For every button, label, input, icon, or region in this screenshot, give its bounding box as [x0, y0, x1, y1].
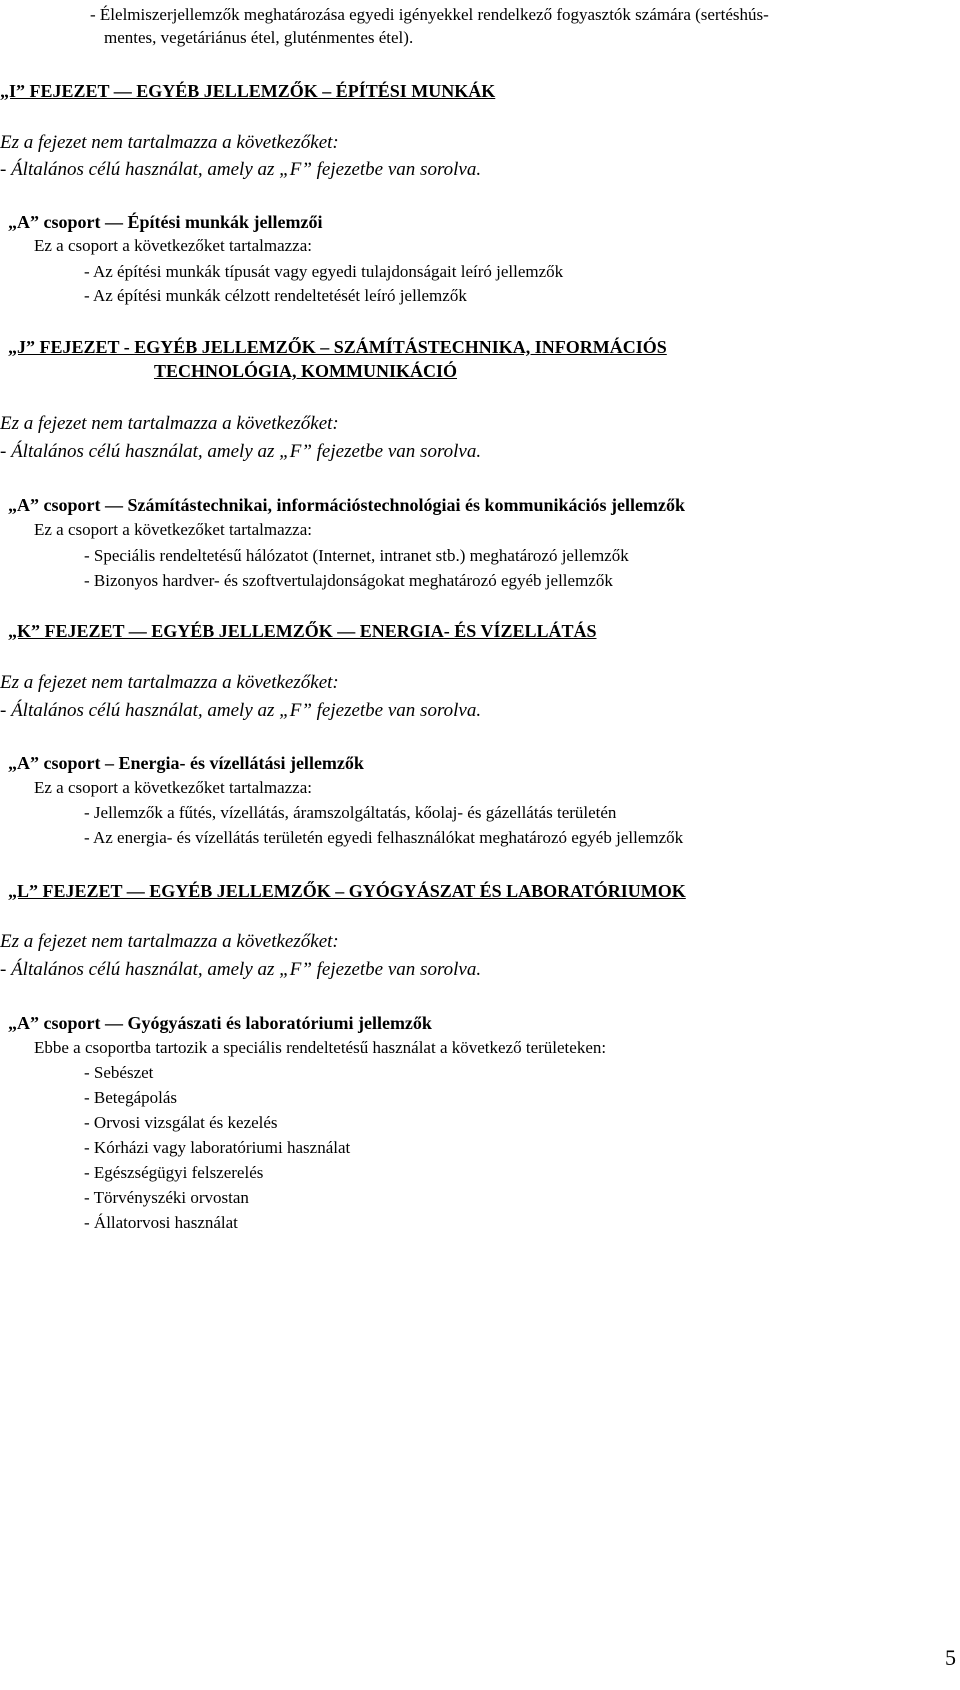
page-number: 5 — [945, 1645, 956, 1670]
chapter-j-item: - Speciális rendeltetésű hálózatot (Internet, intranet stb.) meghatározó jellemzők — [84, 546, 629, 565]
chapter-k-group-title: „A” csoport – Energia- és vízellátási jellemzők — [8, 753, 364, 773]
chapter-i-exclusion-intro: Ez a fejezet nem tartalmazza a következőket: — [0, 132, 339, 153]
chapter-l-exclusion-intro: Ez a fejezet nem tartalmazza a következőket: — [0, 931, 339, 952]
chapter-k-title: „K” FEJEZET — EGYÉB JELLEMZŐK — ENERGIA- ÉS VÍZELLÁTÁS — [8, 621, 597, 641]
chapter-l-item: - Kórházi vagy laboratóriumi használat — [84, 1138, 351, 1157]
chapter-j-exclusion-item: - Általános célú használat, amely az „F” fejezetbe van sorolva. — [0, 441, 482, 462]
chapter-l-item: - Betegápolás — [84, 1088, 177, 1107]
chapter-j-title-line-2: TECHNOLÓGIA, KOMMUNIKÁCIÓ — [154, 361, 458, 381]
chapter-i-title: „I” FEJEZET — EGYÉB JELLEMZŐK – ÉPÍTÉSI MUNKÁK — [0, 81, 496, 101]
chapter-k-item: - Az energia- és vízellátás területén egyedi felhasználókat meghatározó egyéb jellemzők — [84, 828, 684, 847]
chapter-i-group-intro: Ez a csoport a következőket tartalmazza: — [34, 236, 312, 255]
chapter-i-group-title: „A” csoport — Építési munkák jellemzői — [8, 212, 323, 232]
chapter-l-item: - Állatorvosi használat — [84, 1213, 238, 1232]
chapter-k-exclusion-item: - Általános célú használat, amely az „F” fejezetbe van sorolva. — [0, 700, 482, 721]
chapter-l-group-title: „A” csoport — Gyógyászati és laboratóriumi jellemzők — [8, 1013, 432, 1033]
chapter-k-group-intro: Ez a csoport a következőket tartalmazza: — [34, 778, 312, 797]
chapter-i-item: - Az építési munkák célzott rendeltetését leíró jellemzők — [84, 286, 467, 305]
chapter-l-item: - Törvényszéki orvostan — [84, 1188, 249, 1207]
intro-line-1: - Élelmiszerjellemzők meghatározása egyedi igényekkel rendelkező fogyasztók számára (sertéshús- — [90, 5, 769, 24]
chapter-l-exclusion-item: - Általános célú használat, amely az „F” fejezetbe van sorolva. — [0, 959, 482, 980]
chapter-l-title: „L” FEJEZET — EGYÉB JELLEMZŐK – GYÓGYÁSZAT ÉS LABORATÓRIUMOK — [8, 881, 686, 901]
chapter-j-exclusion-intro: Ez a fejezet nem tartalmazza a következőket: — [0, 413, 339, 434]
chapter-k-exclusion-intro: Ez a fejezet nem tartalmazza a következőket: — [0, 672, 339, 693]
chapter-l-item: - Sebészet — [84, 1063, 154, 1082]
intro-line-2: mentes, vegetáriánus étel, gluténmentes étel). — [104, 28, 414, 47]
chapter-j-group-intro: Ez a csoport a következőket tartalmazza: — [34, 520, 312, 539]
chapter-j-item: - Bizonyos hardver- és szoftvertulajdonságokat meghatározó egyéb jellemzők — [84, 571, 613, 590]
chapter-j-title-line-1: „J” FEJEZET - EGYÉB JELLEMZŐK – SZÁMÍTÁSTECHNIKA, INFORMÁCIÓS — [8, 337, 667, 357]
chapter-l-item: - Egészségügyi felszerelés — [84, 1163, 264, 1182]
chapter-i-item: - Az építési munkák típusát vagy egyedi tulajdonságait leíró jellemzők — [84, 262, 564, 281]
chapter-k-item: - Jellemzők a fűtés, vízellátás, áramszolgáltatás, kőolaj- és gázellátás területén — [84, 803, 617, 822]
chapter-l-item: - Orvosi vizsgálat és kezelés — [84, 1113, 278, 1132]
chapter-j-group-title: „A” csoport — Számítástechnikai, információstechnológiai és kommunikációs jellemzők — [8, 495, 685, 515]
chapter-i-exclusion-item: - Általános célú használat, amely az „F” fejezetbe van sorolva. — [0, 159, 482, 180]
chapter-l-group-intro: Ebbe a csoportba tartozik a speciális rendeltetésű használat a következő területeken: — [34, 1038, 607, 1057]
